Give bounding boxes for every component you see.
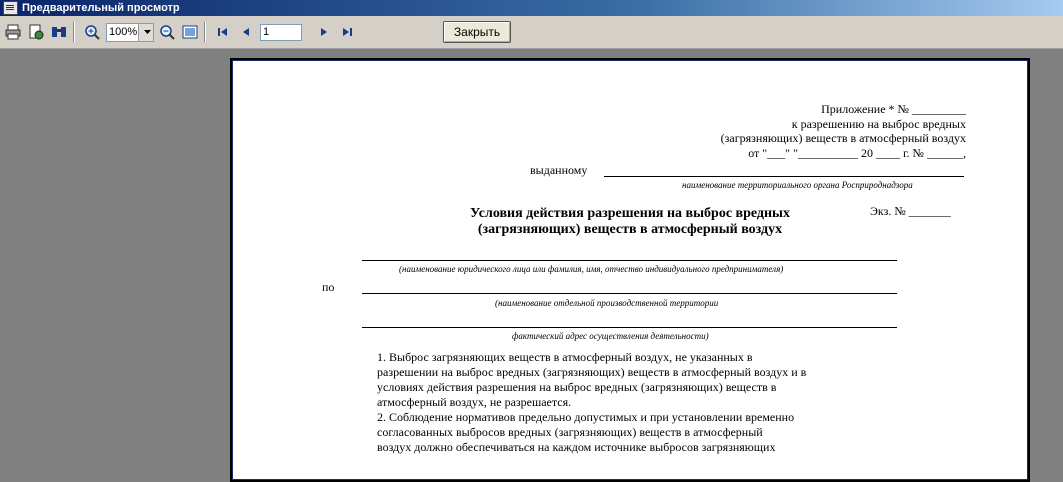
paragraph-line: разрешении на выброс вредных (загрязняющих) веществ в атмосферный воздух и в <box>377 365 807 379</box>
zoom-select[interactable] <box>106 23 154 42</box>
toolbar-separator <box>73 22 75 42</box>
toolbar-separator <box>204 22 206 42</box>
address-line <box>362 327 897 328</box>
paragraph-line: 2. Соблюдение нормативов предельно допустимых и при установлении временно <box>377 410 795 424</box>
page-setup-icon <box>28 24 44 40</box>
document-title-line-2: (загрязняющих) веществ в атмосферный воздух <box>477 222 783 237</box>
address-caption: фактический адрес осуществления деятельности) <box>512 331 709 341</box>
header-line-4: от "___" "__________ 20 ____ г. № ______, <box>748 146 966 160</box>
entity-caption: (наименование юридического лица или фамилия, имя, отчество индивидуального предпринимателя) <box>399 264 784 274</box>
po-label: по <box>322 280 335 294</box>
issued-line <box>604 176 964 177</box>
paragraph-line: атмосферный воздух, не разрешается. <box>377 395 572 409</box>
last-page-button[interactable] <box>337 22 357 42</box>
paragraph-line: согласованных выбросов вредных (загрязняющих) веществ в атмосферный <box>377 425 763 439</box>
next-page-icon <box>318 26 330 38</box>
page-setup-button[interactable] <box>26 22 46 42</box>
page-number-input[interactable] <box>260 24 302 41</box>
previous-page-button[interactable] <box>236 22 256 42</box>
zoom-in-button[interactable] <box>82 22 102 42</box>
preview-app-icon <box>3 1 18 15</box>
full-page-button[interactable] <box>180 22 200 42</box>
zoom-in-icon <box>84 24 100 40</box>
full-page-icon <box>182 24 198 40</box>
zoom-value: 100% <box>109 26 138 38</box>
previous-page-icon <box>240 26 252 38</box>
entity-line <box>362 260 897 261</box>
close-button[interactable]: Закрыть <box>443 21 511 43</box>
header-line-3: (загрязняющих) веществ в атмосферный воздух <box>720 131 966 145</box>
last-page-icon <box>341 26 353 38</box>
paragraph-line: 1. Выброс загрязняющих веществ в атмосферный воздух, не указанных в <box>377 350 753 364</box>
zoom-out-icon <box>159 24 175 40</box>
find-button[interactable] <box>49 22 69 42</box>
document-page <box>230 58 1030 482</box>
printer-icon <box>5 24 21 40</box>
header-line-2: к разрешению на выброс вредных <box>791 117 966 131</box>
territory-caption: (наименование отдельной производственной территории <box>495 298 719 308</box>
binoculars-icon <box>51 24 67 40</box>
copy-number-label: Экз. № _______ <box>870 204 951 218</box>
print-button[interactable] <box>3 22 23 42</box>
title-bar <box>0 0 1063 16</box>
next-page-button[interactable] <box>314 22 334 42</box>
toolbar <box>0 16 1063 49</box>
zoom-out-button[interactable] <box>157 22 177 42</box>
issued-caption: наименование территориального органа Росприроднадзора <box>682 180 913 190</box>
paragraph-line: условиях действия разрешения на выброс вредных (загрязняющих) веществ в <box>377 380 777 394</box>
issued-label: выданному <box>530 163 588 177</box>
first-page-button[interactable] <box>213 22 233 42</box>
paragraph-line: воздух должно обеспечиваться на каждом источнике выбросов загрязняющих <box>377 440 776 454</box>
first-page-icon <box>217 26 229 38</box>
window-title: Предварительный просмотр <box>22 2 180 14</box>
document-title-line-1: Условия действия разрешения на выброс вредных <box>469 206 790 221</box>
chevron-down-icon[interactable] <box>138 24 153 41</box>
header-line-1: Приложение * № _________ <box>821 102 966 116</box>
territory-line <box>362 293 897 294</box>
